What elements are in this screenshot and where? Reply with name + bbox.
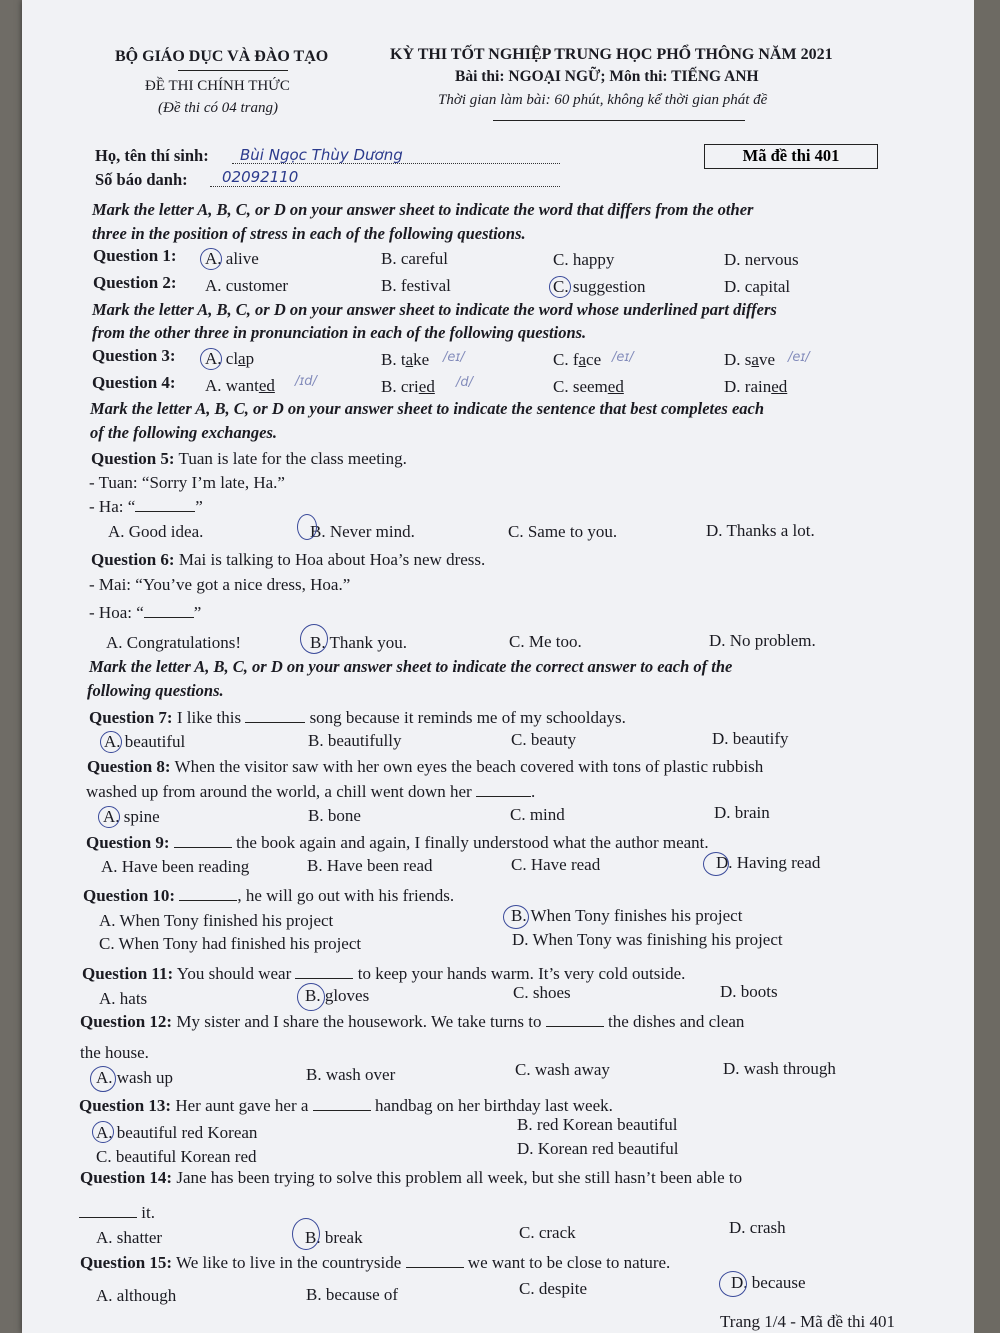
q6-option-c[interactable]: C. Me too. <box>509 632 582 651</box>
q7-option-a[interactable]: A. beautiful <box>104 732 186 751</box>
q7-option-b[interactable]: B. beautifully <box>308 731 402 750</box>
q12-stem-line1: Question 12: My sister and I share the housework. We take turns to the dishes and clean <box>80 1012 745 1031</box>
q9-answer-mark <box>703 852 729 876</box>
q10-answer-mark <box>503 905 529 929</box>
q5-option-c[interactable]: C. Same to you. <box>508 522 618 541</box>
pages-note: (Đề thi có 04 trang) <box>158 100 278 116</box>
q14-option-a[interactable]: A. shatter <box>96 1228 163 1247</box>
name-handwritten: Bùi Ngọc Thùy Dương <box>240 146 403 164</box>
q3-option-d[interactable]: D. save <box>724 350 775 369</box>
q6-line-mai: - Mai: “You’ve got a nice dress, Hoa.” <box>89 575 351 594</box>
instruction-stress-line2: three in the position of stress in each of the following questions. <box>92 224 526 243</box>
q12-option-c[interactable]: C. wash away <box>515 1060 610 1079</box>
q14-option-c[interactable]: C. crack <box>519 1223 576 1242</box>
q8-stem-line2: washed up from around the world, a chill went down her . <box>86 782 536 801</box>
q3-option-a[interactable]: A. clap <box>205 349 255 368</box>
q8-option-d[interactable]: D. brain <box>714 803 770 822</box>
q12-stem-line2: the house. <box>80 1043 149 1062</box>
q13-option-b[interactable]: B. red Korean beautiful <box>517 1115 678 1134</box>
page-footer: Trang 1/4 - Mã đề thi 401 <box>720 1312 896 1331</box>
instruction-stress-line1: Mark the letter A, B, C, or D on your answer sheet to indicate the word that differs from the other <box>92 200 754 219</box>
q5-line-ha: - Ha: “ ” <box>89 497 203 516</box>
q2-option-c[interactable]: C. suggestion <box>553 277 646 296</box>
background-shadow <box>974 0 1000 1333</box>
q7-option-c[interactable]: C. beauty <box>511 730 577 749</box>
q6-stem: Question 6: Mai is talking to Hoa about Hoa’s new dress. <box>91 550 486 569</box>
q15-stem: Question 15: We like to live in the countryside we want to be close to nature. <box>80 1253 671 1272</box>
q4-label: Question 4: <box>92 373 176 392</box>
q4-option-b[interactable]: B. cried <box>381 377 435 396</box>
q2-label: Question 2: <box>93 273 177 292</box>
q14-stem-line1: Question 14: Jane has been trying to solve this problem all week, but she still hasn’t been able to <box>80 1168 743 1187</box>
q10-option-c[interactable]: C. When Tony had finished his project <box>99 934 362 953</box>
q14-option-b[interactable]: B. break <box>305 1228 363 1247</box>
ministry-name: BỘ GIÁO DỤC VÀ ĐÀO TẠO <box>115 48 329 65</box>
q2-answer-mark <box>549 276 571 298</box>
q8-option-c[interactable]: C. mind <box>510 805 565 824</box>
name-dotted-line <box>232 162 560 164</box>
q13-answer-mark <box>92 1121 114 1143</box>
q2-option-d[interactable]: D. capital <box>724 277 791 296</box>
q6-line-hoa: - Hoa: “ ” <box>89 603 202 622</box>
q3-option-c[interactable]: C. face <box>553 350 602 369</box>
q3-answer-mark <box>200 348 222 370</box>
q3-note-d: /eɪ/ <box>788 350 810 365</box>
q10-option-b[interactable]: B. When Tony finishes his project <box>511 906 743 925</box>
q6-option-b[interactable]: B. Thank you. <box>310 633 407 652</box>
q9-option-b[interactable]: B. Have been read <box>307 856 433 875</box>
instruction-correct-line1: Mark the letter A, B, C, or D on your answer sheet to indicate the correct answer to each of the <box>89 657 733 676</box>
q11-stem: Question 11: You should wear to keep your hands warm. It’s very cold outside. <box>82 964 686 983</box>
q1-option-a[interactable]: A. alive <box>205 249 259 268</box>
q11-option-b[interactable]: B. gloves <box>305 986 370 1005</box>
q7-answer-mark <box>100 731 122 753</box>
q12-option-a[interactable]: A. wash up <box>96 1068 173 1087</box>
q8-option-b[interactable]: B. bone <box>308 806 361 825</box>
q15-option-a[interactable]: A. although <box>96 1286 177 1305</box>
q6-option-a[interactable]: A. Congratulations! <box>106 633 242 652</box>
q7-stem: Question 7: I like this song because it reminds me of my schooldays. <box>89 708 626 727</box>
q5-answer-mark <box>297 514 317 540</box>
q5-line-tuan: - Tuan: “Sorry I’m late, Ha.” <box>89 473 285 492</box>
q13-stem: Question 13: Her aunt gave her a handbag on her birthday last week. <box>79 1096 613 1115</box>
q13-option-a[interactable]: A. beautiful red Korean <box>96 1123 258 1142</box>
q11-option-c[interactable]: C. shoes <box>513 983 571 1002</box>
exam-code-box: Mã đề thi 401 <box>704 144 878 169</box>
q6-option-d[interactable]: D. No problem. <box>709 631 816 650</box>
q4-option-d[interactable]: D. rained <box>724 377 788 396</box>
q4-note-a: /ɪd/ <box>295 374 317 389</box>
instruction-pronunciation-line1: Mark the letter A, B, C, or D on your answer sheet to indicate the word whose underlined part differs <box>92 300 777 319</box>
q12-answer-mark <box>90 1066 116 1092</box>
q8-option-a[interactable]: A. spine <box>103 807 160 826</box>
instruction-exchanges-line2: of the following exchanges. <box>90 423 278 442</box>
q15-option-c[interactable]: C. despite <box>519 1279 587 1298</box>
q1-option-b[interactable]: B. careful <box>381 249 449 268</box>
q1-option-c[interactable]: C. happy <box>553 250 615 269</box>
q9-stem: Question 9: the book again and again, I finally understood what the author meant. <box>86 833 709 852</box>
q3-note-c: /eɪ/ <box>612 350 634 365</box>
instruction-correct-line2: following questions. <box>87 681 224 700</box>
id-handwritten: 02092110 <box>222 168 299 186</box>
exam-title: KỲ THI TỐT NGHIỆP TRUNG HỌC PHỔ THÔNG NĂM 2021 <box>390 46 833 63</box>
q13-option-d[interactable]: D. Korean red beautiful <box>517 1139 679 1158</box>
q6-answer-mark <box>300 624 328 654</box>
q8-stem-line1: Question 8: When the visitor saw with her own eyes the beach covered with tons of plastic rubbish <box>87 757 764 776</box>
q10-option-d[interactable]: D. When Tony was finishing his project <box>512 930 783 949</box>
q15-answer-mark <box>719 1271 747 1297</box>
q7-option-d[interactable]: D. beautify <box>712 729 789 748</box>
q9-option-c[interactable]: C. Have read <box>511 855 601 874</box>
q12-option-b[interactable]: B. wash over <box>306 1065 396 1084</box>
id-label: Số báo danh: <box>95 170 188 189</box>
q10-stem: Question 10: , he will go out with his friends. <box>83 886 455 905</box>
q4-option-a[interactable]: A. wanted <box>205 376 275 395</box>
q8-answer-mark <box>98 806 120 828</box>
exam-subject: Bài thi: NGOẠI NGỮ; Môn thi: TIẾNG ANH <box>455 68 759 85</box>
instruction-exchanges-line1: Mark the letter A, B, C, or D on your answer sheet to indicate the sentence that best completes each <box>90 399 765 418</box>
q11-option-a[interactable]: A. hats <box>99 989 148 1008</box>
q11-option-d[interactable]: D. boots <box>720 982 778 1001</box>
q11-answer-mark <box>297 983 325 1011</box>
official-label: ĐỀ THI CHÍNH THỨC <box>145 78 290 94</box>
q5-stem: Question 5: Tuan is late for the class meeting. <box>91 449 407 468</box>
q2-option-a[interactable]: A. customer <box>205 276 289 295</box>
q4-option-c[interactable]: C. seemed <box>553 377 624 396</box>
exam-time: Thời gian làm bài: 60 phút, không kể thời gian phát đề <box>438 92 768 108</box>
q2-option-b[interactable]: B. festival <box>381 276 451 295</box>
q14-answer-mark <box>292 1218 320 1250</box>
q15-option-b[interactable]: B. because of <box>306 1285 399 1304</box>
q4-note-b: /d/ <box>456 375 474 390</box>
q14-option-d[interactable]: D. crash <box>729 1218 786 1237</box>
q10-option-a[interactable]: A. When Tony finished his project <box>99 911 334 930</box>
name-label: Họ, tên thí sinh: <box>95 146 209 165</box>
q5-option-d[interactable]: D. Thanks a lot. <box>706 521 815 540</box>
header-rule-right <box>493 120 745 121</box>
q9-option-a[interactable]: A. Have been reading <box>101 857 250 876</box>
q1-option-d[interactable]: D. nervous <box>724 250 799 269</box>
q3-option-b[interactable]: B. take <box>381 350 430 369</box>
q15-option-d[interactable]: D. because <box>731 1273 806 1292</box>
q1-answer-mark <box>200 248 222 270</box>
q12-option-d[interactable]: D. wash through <box>723 1059 836 1078</box>
q3-label: Question 3: <box>92 346 176 365</box>
q13-option-c[interactable]: C. beautiful Korean red <box>96 1147 257 1166</box>
instruction-pronunciation-line2: from the other three in pronunciation in each of the following questions. <box>92 323 587 342</box>
q1-label: Question 1: <box>93 246 177 265</box>
q9-option-d[interactable]: D. Having read <box>716 853 821 872</box>
q14-stem-line2: it. <box>79 1203 155 1223</box>
q5-option-b[interactable]: B. Never mind. <box>310 522 415 541</box>
header-rule-left <box>178 70 288 71</box>
q5-option-a[interactable]: A. Good idea. <box>108 522 204 541</box>
q3-note-b: /eɪ/ <box>443 350 465 365</box>
id-dotted-line <box>210 185 560 187</box>
